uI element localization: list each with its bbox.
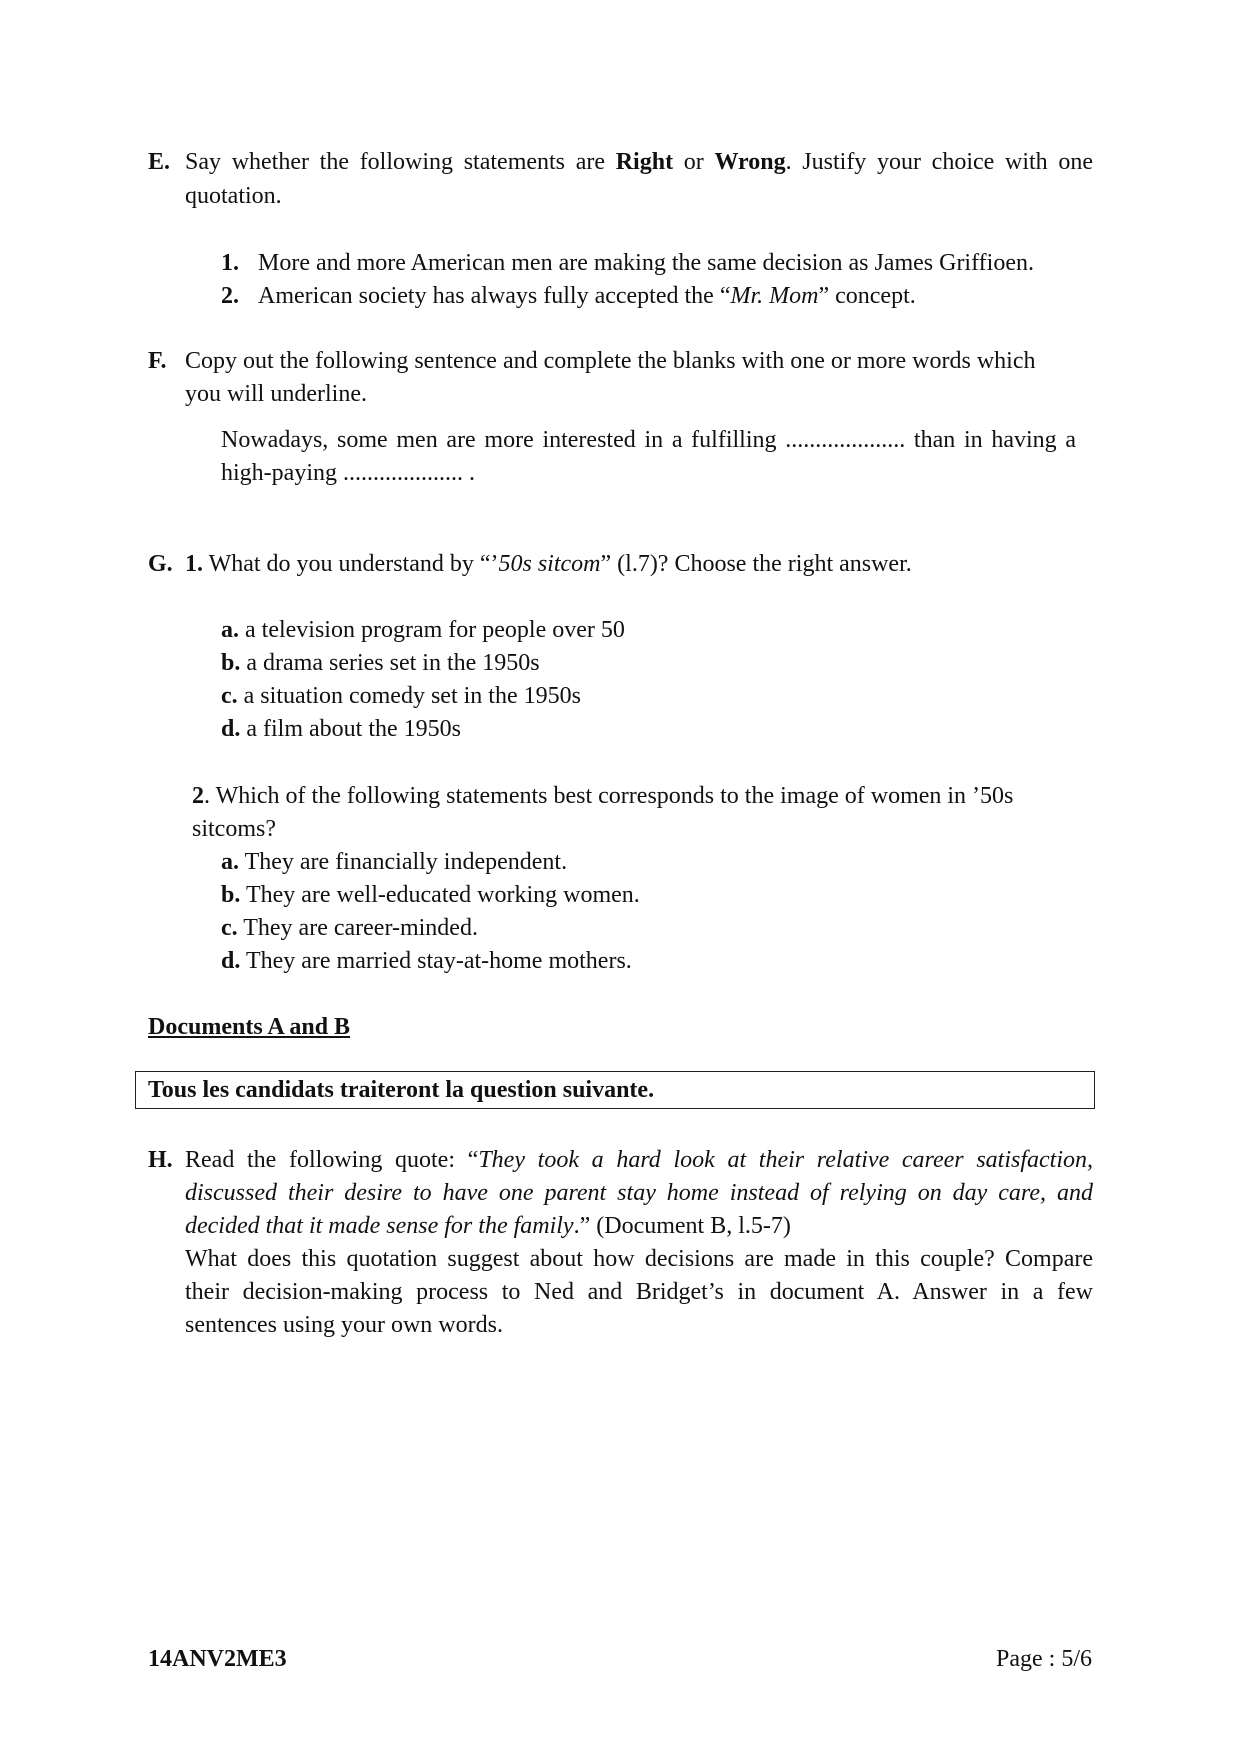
question-h-line: What does this quotation suggest about how decisions are made in this couple? Compare [185, 1246, 1093, 1272]
e-item-number: 1. [221, 250, 239, 276]
footer-code: 14ANV2ME3 [148, 1646, 287, 1672]
question-f-instruction: Copy out the following sentence and complete the blanks with one or more words which [185, 348, 1036, 374]
section-title: Documents A and B [148, 1014, 351, 1040]
e-item-text: American society has always fully accepted the “Mr. Mom” concept. [258, 283, 916, 309]
g2-option: d. They are married stay-at-home mothers. [221, 948, 632, 974]
e-item-number: 2. [221, 283, 239, 309]
instruction-box-text: Tous les candidats traiteront la question suivante. [148, 1077, 655, 1103]
question-h-line: Read the following quote: “They took a hard look at their relative career satisfaction, [185, 1147, 1093, 1173]
g1-option: a. a television program for people over 50 [221, 617, 625, 643]
question-h-line: discussed their desire to have one parent stay home instead of relying on day care, and [185, 1180, 1093, 1206]
question-h-line: decided that it made sense for the family.” (Document B, l.5-7) [185, 1213, 791, 1239]
g1-option: d. a film about the 1950s [221, 716, 461, 742]
question-h-line: sentences using your own words. [185, 1312, 503, 1338]
question-g2-cont: sitcoms? [192, 816, 276, 842]
question-h-line: their decision-making process to Ned and Bridget’s in document A. Answer in a few [185, 1279, 1093, 1305]
question-f-label: F. [148, 348, 167, 374]
g2-option: b. They are well-educated working women. [221, 882, 640, 908]
fill-in-sentence-cont: high-paying .................... . [221, 460, 475, 486]
fill-in-sentence: Nowadays, some men are more interested in a fulfilling .................... than in having a [221, 427, 1076, 453]
question-g-label: G. [148, 551, 173, 577]
g1-option: c. a situation comedy set in the 1950s [221, 683, 581, 709]
e-item-text: More and more American men are making the same decision as James Griffioen. [258, 250, 1034, 276]
page-number: Page : 5/6 [996, 1646, 1092, 1672]
right-keyword: Right [615, 149, 674, 175]
question-e-label: E. [148, 149, 171, 175]
question-h-label: H. [148, 1147, 173, 1173]
question-e-instruction: Say whether the following statements are Right or Wrong. Justify your choice with one [185, 149, 1094, 175]
instruction-box [135, 1071, 1095, 1109]
g1-option: b. a drama series set in the 1950s [221, 650, 540, 676]
question-g1: 1. What do you understand by “’50s sitcom” (l.7)? Choose the right answer. [185, 551, 912, 577]
question-f-instruction-cont: you will underline. [185, 381, 367, 407]
question-e-instruction-cont: quotation. [185, 183, 282, 209]
g2-option: a. They are financially independent. [221, 849, 568, 875]
wrong-keyword: Wrong [714, 149, 786, 175]
g2-option: c. They are career-minded. [221, 915, 478, 941]
question-g2: 2. Which of the following statements best corresponds to the image of women in ’50s [192, 783, 1014, 809]
